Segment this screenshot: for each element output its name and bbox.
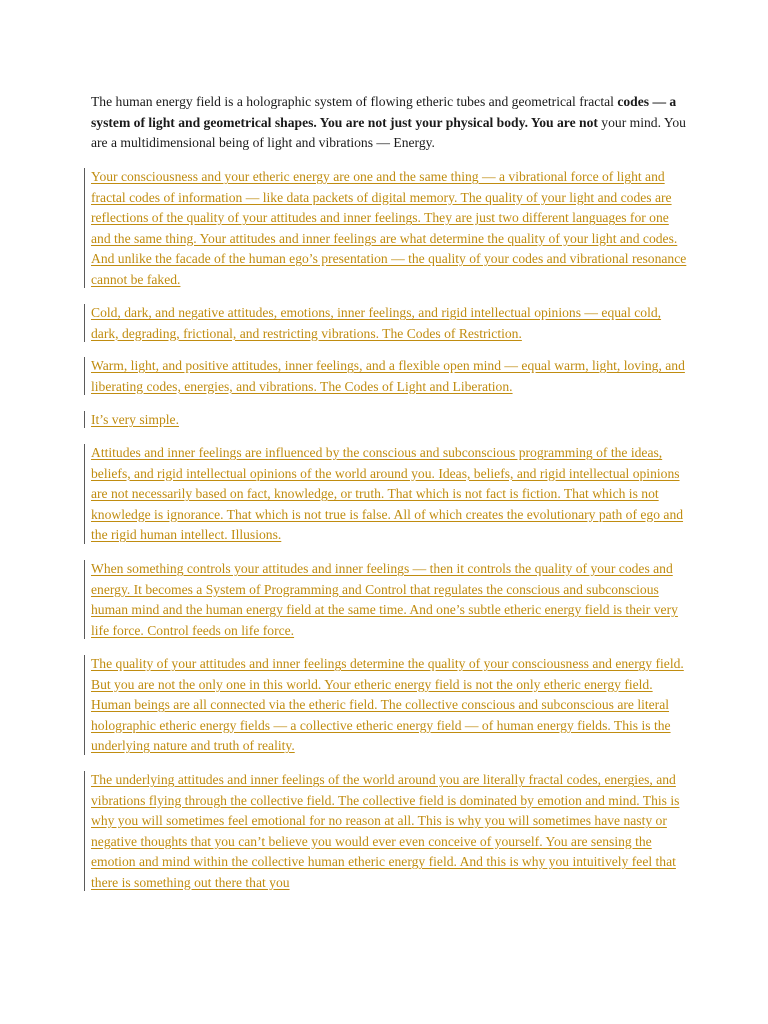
change-bar bbox=[84, 444, 85, 544]
tracked-paragraph-8: The underlying attitudes and inner feelings of the world around you are literally fractal codes, energies, and vibrations flying through the collective field. The collective field is dominated by emotion and mind. This is why you will sometimes feel emotional for no reason at all. This is why you will sometimes have nasty or negative thoughts that you can’t believe you would ever even conceive of yourself. You are sensing the emotion and mind within the collective human etheric energy field. And this is why you intuitively feel that there is something out there that you bbox=[91, 772, 680, 890]
tracked-paragraph-3: Warm, light, and positive attitudes, inner feelings, and a flexible open mind — equal warm, light, loving, and liberating codes, energies, and vibrations. The Codes of Light and Liberation. bbox=[91, 358, 685, 394]
change-bar bbox=[84, 357, 85, 395]
tracked-paragraph-1: Your consciousness and your etheric energy are one and the same thing — a vibrational force of light and fractal codes of information — like data packets of digital memory. The quality of your light and codes are reflections of the quality of your attitudes and inner feelings. They are just two different languages for one and the same thing. Your attitudes and inner feelings are what determine the quality of your light and codes. And unlike the facade of the human ego’s presentation — the quality of your codes and vibrational resonance cannot be faked. bbox=[91, 169, 687, 287]
tracked-paragraph-5: Attitudes and inner feelings are influenced by the conscious and subconscious programming of the ideas, beliefs, and rigid intellectual opinions of the world around you. Ideas, beliefs, and rigid intellectual opinions are not necessarily based on fact, knowledge, or truth. That which is not fact is fiction. That which is not knowledge is ignorance. That which is not true is false. All of which creates the evolutionary path of ego and the rigid human intellect. Illusions. bbox=[91, 445, 684, 542]
change-bar bbox=[84, 411, 85, 428]
change-bar bbox=[84, 168, 85, 288]
change-bar bbox=[84, 655, 85, 755]
change-bar bbox=[84, 560, 85, 639]
change-bar bbox=[84, 771, 85, 891]
tracked-paragraph-2: Cold, dark, and negative attitudes, emotions, inner feelings, and rigid intellectual opinions — equal cold, dark, degrading, frictional, and restricting vibrations. The Codes of Restriction. bbox=[91, 305, 662, 341]
tracked-paragraph-6: When something controls your attitudes and inner feelings — then it controls the quality of your codes and energy. It becomes a System of Programming and Control that regulates the conscious and subconscious human mind and the human energy field at the same time. And one’s subtle etheric energy field is their very life force. Control feeds on life force. bbox=[91, 561, 678, 638]
intro-text-start: The human energy field is a holographic system of flowing etheric tubes and geometrical fractal bbox=[91, 94, 618, 109]
intro-bold-text: codes — a system of light and geometrical shapes. You are not just your physical body. You are not bbox=[91, 94, 677, 130]
change-bar bbox=[84, 304, 85, 342]
tracked-paragraph-7: The quality of your attitudes and inner feelings determine the quality of your consciousness and energy field. But you are not the only one in this world. Your etheric energy field is not the only etheric energy field. Human beings are all connected via the etheric field. The collective conscious and subconscious are literal holographic etheric energy fields — a collective etheric energy field — of human energy fields. This is the underlying nature and truth of reality. bbox=[91, 656, 684, 753]
tracked-paragraph-4: It’s very simple. bbox=[91, 412, 179, 427]
intro-text-end: your mind. You are a multidimensional being of light and vibrations — Energy. bbox=[91, 114, 686, 150]
intro-paragraph bbox=[91, 92, 691, 154]
